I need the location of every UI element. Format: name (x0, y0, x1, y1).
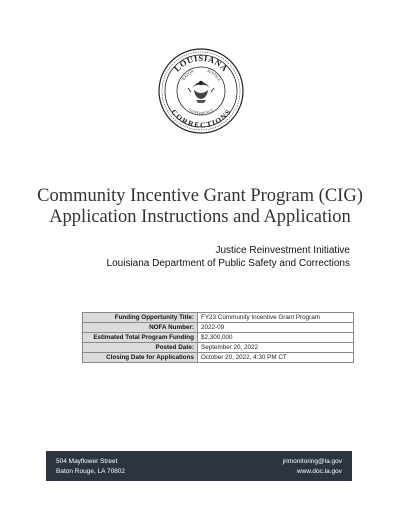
footer-contact (283, 457, 342, 477)
footer-address (56, 457, 125, 477)
louisiana-corrections-seal (158, 48, 244, 134)
row-value: September 20, 2022 (198, 343, 354, 353)
table-row (83, 343, 354, 353)
subtitle-line-2: Louisiana Department of Public Safety and Corrections (106, 258, 350, 269)
document-subtitle (107, 244, 350, 270)
subtitle-line-1: Justice Reinvestment Initiative (215, 245, 350, 256)
document-title (0, 186, 400, 228)
table-row (83, 313, 354, 323)
table-row (83, 323, 354, 333)
funding-info-table (82, 312, 354, 363)
row-value: $2,300,000 (198, 333, 354, 343)
row-label: Estimated Total Program Funding (83, 333, 198, 343)
row-label: Funding Opportunity Title: (83, 313, 198, 323)
table-row (83, 333, 354, 343)
address-line-2: Baton Rouge, LA 70802 (56, 468, 126, 475)
row-label: Posted Date: (83, 343, 198, 353)
seal-inner-left-text: BATON (180, 68, 195, 82)
seal-inner-right-text: JUSTICE (206, 68, 223, 83)
footer-website: www.doc.la.gov (296, 468, 342, 475)
footer-bar (46, 451, 352, 481)
seal-bottom-text: CORRECTIONS (169, 107, 233, 130)
row-label: Closing Date for Applications (83, 353, 198, 363)
row-value: FY23 Community Incentive Grant Program (198, 313, 354, 323)
row-value: October 20, 2022, 4:30 PM CT (198, 353, 354, 363)
address-line-1: 504 Mayflower Street (56, 458, 118, 465)
seal-inner-bottom-text: CONFIDENCE (187, 107, 215, 116)
footer-email: jrimonitoring@la.gov (282, 458, 342, 465)
row-label: NOFA Number: (83, 323, 198, 333)
table-row (83, 353, 354, 363)
row-value: 2022-09 (198, 323, 354, 333)
title-line-1: Community Incentive Grant Program (CIG) (37, 186, 363, 206)
seal-top-text: LOUISIANA (171, 53, 231, 74)
title-line-2: Application Instructions and Application (49, 207, 351, 227)
